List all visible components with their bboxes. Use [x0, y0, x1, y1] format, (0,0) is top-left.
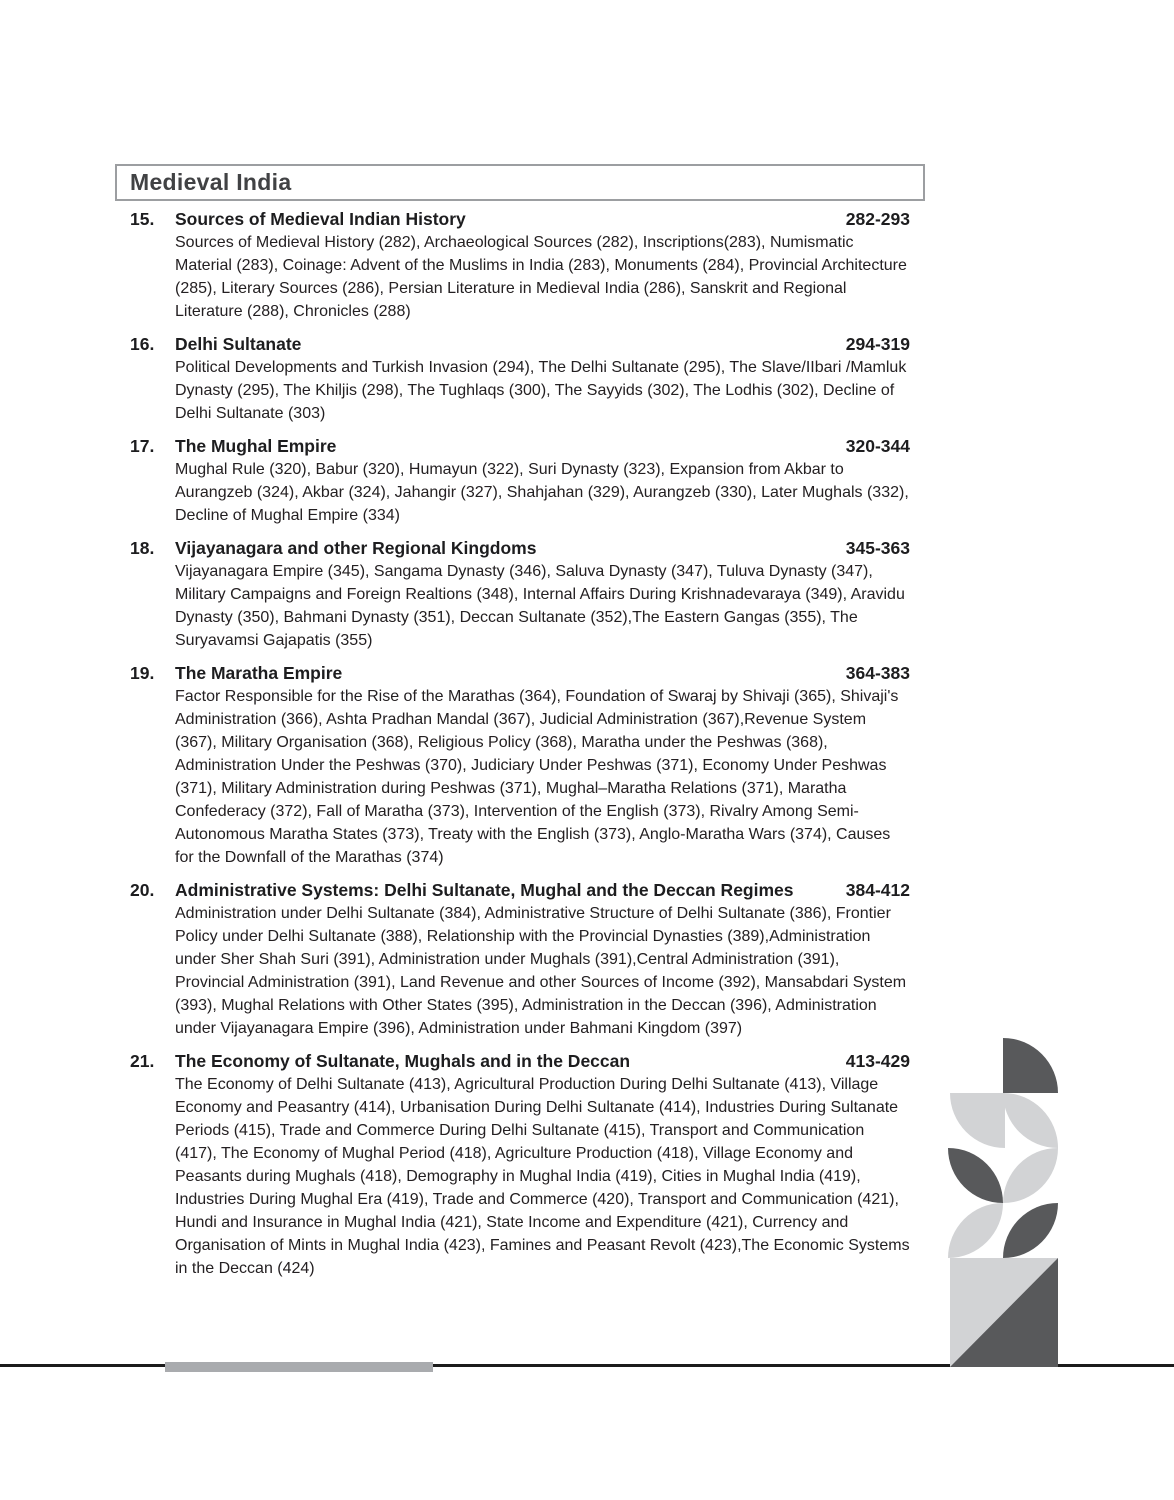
entry-description: Factor Responsible for the Rise of the Marathas (364), Foundation of Swaraj by Shivaji (365), Shivaji's Administration (366), Ashta Pradhan Mandal (367), Judicial Administration (367),Revenue System (367), Military Organisation (368), Religious Policy (368), Maratha under the Peshwas (368), Administration Under the Peshwas (370), Judiciary Under Peshwas (371), Economy Under Peshwas (371), Military Administration during Peshwas (371), Mughal–Maratha Relations (371), Maratha Confederacy (372), Fall of Maratha (373), Intervention of the English (373), Rivalry Among Semi-Autonomous Maratha States (373), Treaty with the English (373), Anglo-Maratha Wars (374), Causes for the Downfall of the Marathas (374): [175, 688, 899, 866]
entry-page-range: 320-344: [845, 436, 910, 456]
deco-leaf-pale-icon: [1003, 1148, 1058, 1203]
toc-entry: [130, 662, 910, 869]
entry-description: Sources of Medieval History (282), Archaeological Sources (282), Inscriptions(283), Numismatic Material (283), Coinage: Advent of the Muslims in India (283), Monuments (284), Provincial Architecture (285), Literary Sources (286), Persian Literature in Medieval India (286), Sanskrit and Regional Literature (288), Chronicles (288): [175, 234, 907, 320]
deco-leaf-pale-icon: [948, 1203, 1003, 1258]
entry-number: 17.: [130, 436, 155, 456]
entry-number: 19.: [130, 663, 155, 683]
entry-title: The Maratha Empire: [175, 663, 343, 683]
toc-entry: [130, 333, 910, 425]
entry-title: Vijayanagara and other Regional Kingdoms: [175, 538, 537, 558]
entry-description: Political Developments and Turkish Invasion (294), The Delhi Sultanate (295), The Slave/IIbari /Mamluk Dynasty (295), The Khiljis (298), The Tughlaqs (300), The Sayyids (302), The Lodhis (302), Decline of Delhi Sultanate (303): [175, 359, 907, 422]
entry-heading: [130, 879, 910, 902]
entry-title: Delhi Sultanate: [175, 334, 302, 354]
toc-entry: [130, 435, 910, 527]
entry-number: 15.: [130, 209, 155, 229]
entry-number: 16.: [130, 334, 155, 354]
entry-heading: [130, 537, 910, 560]
entry-description: Vijayanagara Empire (345), Sangama Dynasty (346), Saluva Dynasty (347), Tuluva Dynasty (347), Military Campaigns and Foreign Realtions (348), Internal Affairs During Krishnadevaraya (349), Aravidu Dynasty (350), Bahmani Dynasty (351), Deccan Sultanate (352),The Eastern Gangas (355), The Suryavamsi Gajapatis (355): [175, 563, 905, 649]
entry-heading: [130, 1050, 910, 1073]
entry-page-range: 364-383: [845, 663, 910, 683]
entry-number: 20.: [130, 880, 155, 900]
deco-leaf-dark-icon: [948, 1148, 1003, 1203]
entry-title: The Mughal Empire: [175, 436, 337, 456]
deco-quarter-circle-pale-icon: [950, 1093, 1005, 1148]
entry-number: 18.: [130, 538, 155, 558]
entry-heading: [130, 435, 910, 458]
footer-gray-bar: [165, 1362, 433, 1372]
entry-page-range: 384-412: [845, 880, 910, 900]
deco-quarter-circle-dark-icon: [1003, 1038, 1058, 1093]
toc-entry: [130, 1050, 910, 1280]
entry-page-range: 282-293: [845, 209, 910, 229]
entry-page-range: 294-319: [845, 334, 910, 354]
entry-description: Mughal Rule (320), Babur (320), Humayun (322), Suri Dynasty (323), Expansion from Akbar to Aurangzeb (324), Akbar (324), Jahangir (327), Shahjahan (329), Aurangzeb (330), Later Mughals (332), Decline of Mughal Empire (334): [175, 461, 909, 524]
toc-entry: [130, 537, 910, 652]
section-header-box: [115, 164, 925, 201]
toc-entry: [130, 879, 910, 1040]
entry-page-range: 413-429: [845, 1051, 910, 1071]
entry-heading: [130, 662, 910, 685]
entry-heading: [130, 333, 910, 356]
entry-description: The Economy of Delhi Sultanate (413), Agricultural Production During Delhi Sultanate (413), Village Economy and Peasantry (414), Urbanisation During Delhi Sultanate (414), Industries During Sultanate Periods (415), Trade and Commerce During Delhi Sultanate (415), Transport and Communication (417), The Economy of Mughal Period (418), Agriculture Production (418), Village Economy and Peasants during Mughals (418), Demography in Mughal India (419), Cities in Mughal India (419), Industries During Mughal Era (419), Trade and Commerce (420), Transport and Communication (421), Hundi and Insurance in Mughal India (421), State Income and Expenditure (421), Currency and Organisation of Mints in Mughal India (423), Famines and Peasant Revolt (423),The Economic Systems in the Deccan (424): [175, 1076, 910, 1277]
entry-title: Sources of Medieval Indian History: [175, 209, 466, 229]
toc-entries: [130, 208, 910, 1290]
deco-leaf-dark-icon: [1003, 1203, 1058, 1258]
deco-leaf-pale-icon: [1003, 1093, 1058, 1148]
entry-heading: [130, 208, 910, 231]
section-title: Medieval India: [130, 169, 292, 195]
toc-entry: [130, 208, 910, 323]
entry-page-range: 345-363: [845, 538, 910, 558]
entry-title: Administrative Systems: Delhi Sultanate, Mughal and the Deccan Regimes: [175, 880, 794, 900]
entry-number: 21.: [130, 1051, 155, 1071]
entry-description: Administration under Delhi Sultanate (384), Administrative Structure of Delhi Sultanate (386), Frontier Policy under Delhi Sultanate (388), Relationship with the Provincial Dynasties (389),Administration under Sher Shah Suri (391), Administration under Mughals (391),Central Administration (391), Provincial Administration (391), Land Revenue and other Sources of Income (392), Mansabdari System (393), Mughal Relations with Other States (395), Administration in the Deccan (396), Administration under Vijayanagara Empire (396), Administration under Bahmani Kingdom (397): [175, 905, 907, 1037]
entry-title: The Economy of Sultanate, Mughals and in the Deccan: [175, 1051, 631, 1071]
